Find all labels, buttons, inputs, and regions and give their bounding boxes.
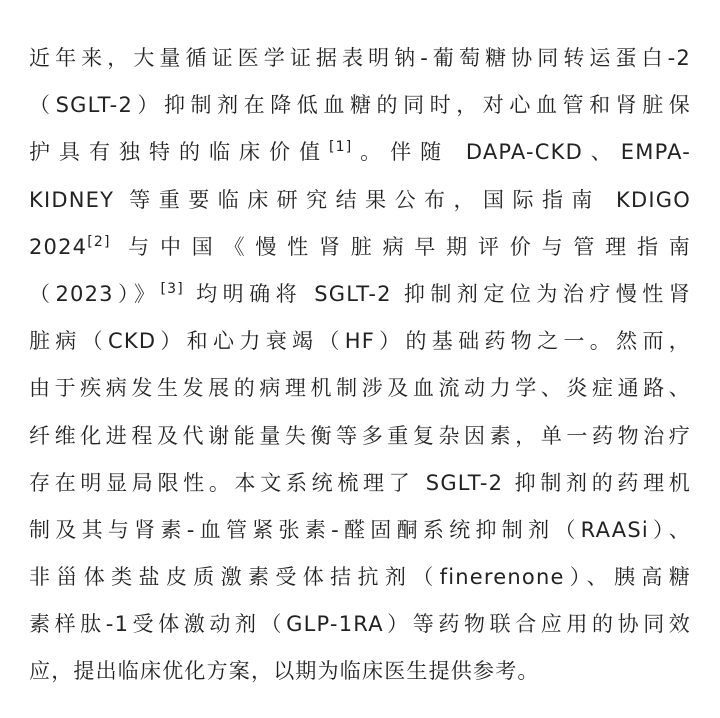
paragraph-line xyxy=(29,653,691,700)
line-text: 存在明显局限性。本文系统梳理了 SGLT-2 抑制剂的药理机 xyxy=(29,470,691,495)
line-text: 纤维化进程及代谢能量失衡等多重复杂因素，单一药物治疗 xyxy=(29,423,691,448)
paragraph-line xyxy=(29,465,691,512)
line-text: （SGLT-2）抑制剂在降低血糖的同时，对心血管和肾脏保 xyxy=(29,93,691,118)
paragraph-line xyxy=(29,606,691,653)
line-text: 素样肽-1受体激动剂（GLP-1RA）等药物联合应用的协同效 xyxy=(29,612,691,637)
line-text: 护具有独特的临床价值 xyxy=(29,140,329,165)
line-text: 由于疾病发生发展的病理机制涉及血流动力学、炎症通路、 xyxy=(29,376,691,401)
paragraph-line xyxy=(29,87,691,134)
article-paragraph xyxy=(29,40,691,701)
citation-3[interactable]: [3] xyxy=(160,280,184,297)
line-text: 2024 xyxy=(29,234,88,259)
line-text: 脏病（CKD）和心力衰竭（HF）的基础药物之一。然而， xyxy=(29,329,691,354)
paragraph-line xyxy=(29,134,691,181)
line-text: 近年来，大量循证医学证据表明钠-葡萄糖协同转运蛋白-2 xyxy=(29,46,691,70)
citation-2[interactable]: [2] xyxy=(87,233,111,250)
line-text: 非甾体类盐皮质激素受体拮抗剂（finerenone）、胰高糖 xyxy=(29,565,691,590)
line-text: 。伴随 DAPA-CKD、EMPA- xyxy=(352,140,691,165)
paragraph-line xyxy=(29,276,691,323)
line-text: （2023）》 xyxy=(29,281,161,306)
line-text: 与中国《慢性肾脏病早期评价与管理指南 xyxy=(110,234,691,259)
paragraph-line xyxy=(29,370,691,417)
paragraph-line xyxy=(29,512,691,559)
paragraph-line xyxy=(29,40,691,87)
paragraph-line xyxy=(29,418,691,465)
line-text: 均明确将 SGLT-2 抑制剂定位为治疗慢性肾 xyxy=(183,281,691,306)
citation-1[interactable]: [1] xyxy=(328,139,353,156)
paragraph-line xyxy=(29,182,691,229)
line-text: 制及其与肾素-血管紧张素-醛固酮系统抑制剂（RAASi）、 xyxy=(29,517,691,542)
paragraph-line xyxy=(29,323,691,370)
line-text: KIDNEY 等重要临床研究结果公布，国际指南 KDIGO xyxy=(29,187,691,212)
paragraph-line xyxy=(29,229,691,276)
paragraph-line xyxy=(29,559,691,606)
line-text: 应，提出临床优化方案，以期为临床医生提供参考。 xyxy=(29,659,540,684)
